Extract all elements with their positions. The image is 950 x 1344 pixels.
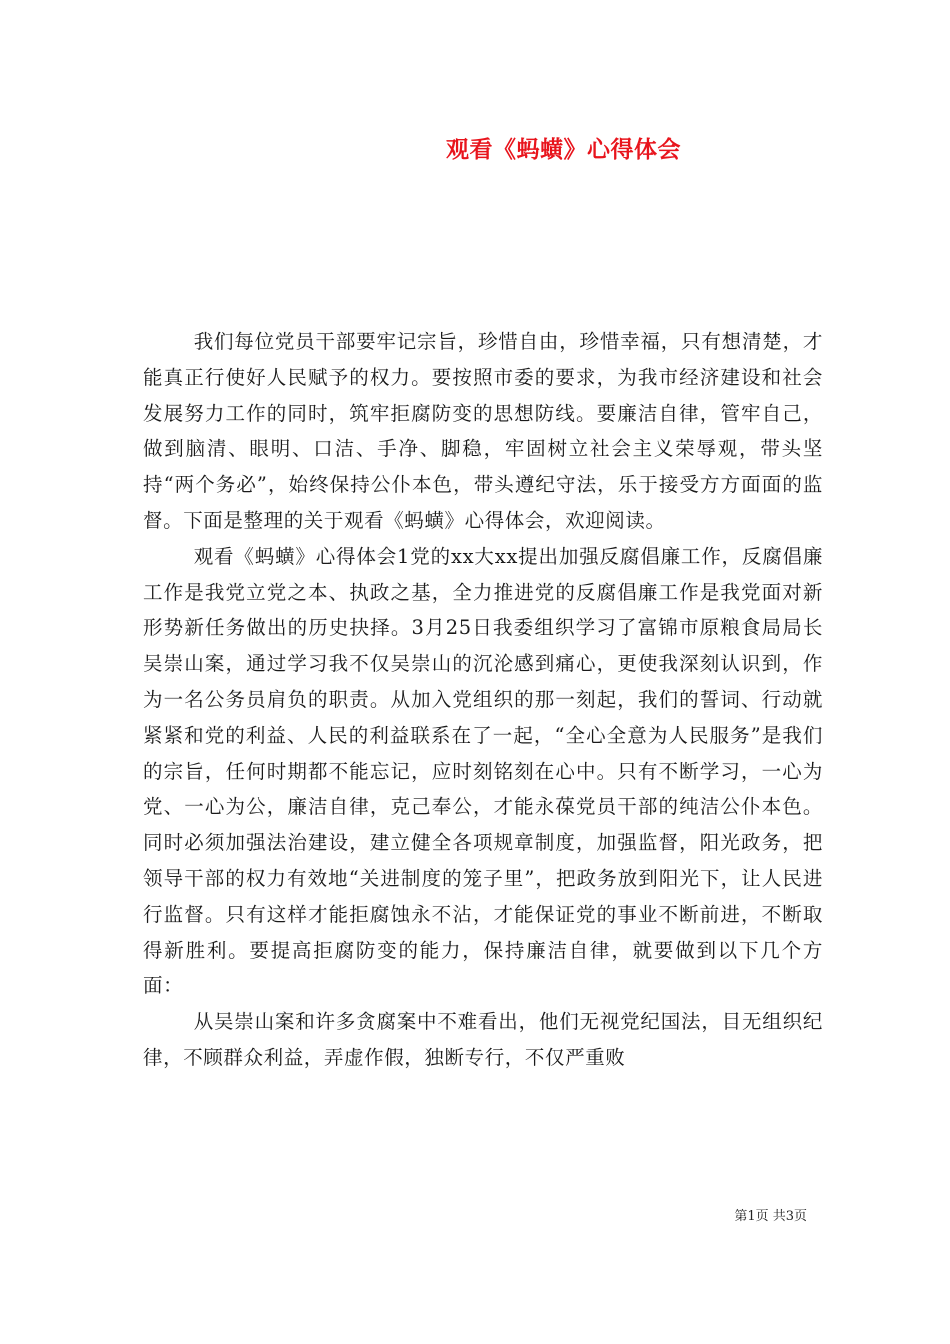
document-body xyxy=(143,324,823,1076)
paragraph-continued: 从吴崇山案和许多贪腐案中不难看出，他们无视党纪国法，目无组织纪律，不顾群众利益，弄虚作假，独断专行，不仅严重败 xyxy=(143,1010,823,1069)
paragraph-main: 观看《蚂蟥》心得体会1党的xx大xx提出加强反腐倡廉工作，反腐倡廉工作是我党立党之本、执政之基，全力推进党的反腐倡廉工作是我党面对新形势新任务做出的历史抉择。3月25日我委组织学习了富锦市原粮食局局长吴崇山案，通过学习我不仅吴崇山的沉沦感到痛心，更使我深刻认识到，作为一名公务员肩负的职责。从加入党组织的那一刻起，我们的誓词、行动就紧紧和党的利益、人民的利益联系在了一起，“全心全意为人民服务”是我们的宗旨，任何时期都不能忘记，应时刻铭刻在心中。只有不断学习，一心为党、一心为公，廉洁自律，克己奉公，才能永葆党员干部的纯洁公仆本色。同时必须加强法治建设，建立健全各项规章制度，加强监督，阳光政务，把领导干部的权力有效地“关进制度的笼子里”，把政务放到阳光下，让人民进行监督。只有这样才能拒腐蚀永不沾，才能保证党的事业不断前进，不断取得新胜利。要提高拒腐防变的能力，保持廉洁自律，就要做到以下几个方面： xyxy=(143,544,823,998)
paragraph-intro: 我们每位党员干部要牢记宗旨，珍惜自由，珍惜幸福，只有想清楚，才能真正行使好人民赋予的权力。要按照市委的要求，为我市经济建设和社会发展努力工作的同时，筑牢拒腐防变的思想防线。要廉洁自律，管牢自己，做到脑清、眼明、口洁、手净、脚稳，牢固树立社会主义荣辱观，带头坚持“两个务必”，始终保持公仆本色，带头遵纪守法，乐于接受方方面面的监督。下面是整理的关于观看《蚂蟥》心得体会，欢迎阅读。 xyxy=(143,330,823,532)
title-area xyxy=(0,131,950,171)
document-title: 观看《蚂蟥》心得体会 xyxy=(446,136,681,163)
page-number-footer: 第1页 共3页 xyxy=(734,1209,807,1224)
